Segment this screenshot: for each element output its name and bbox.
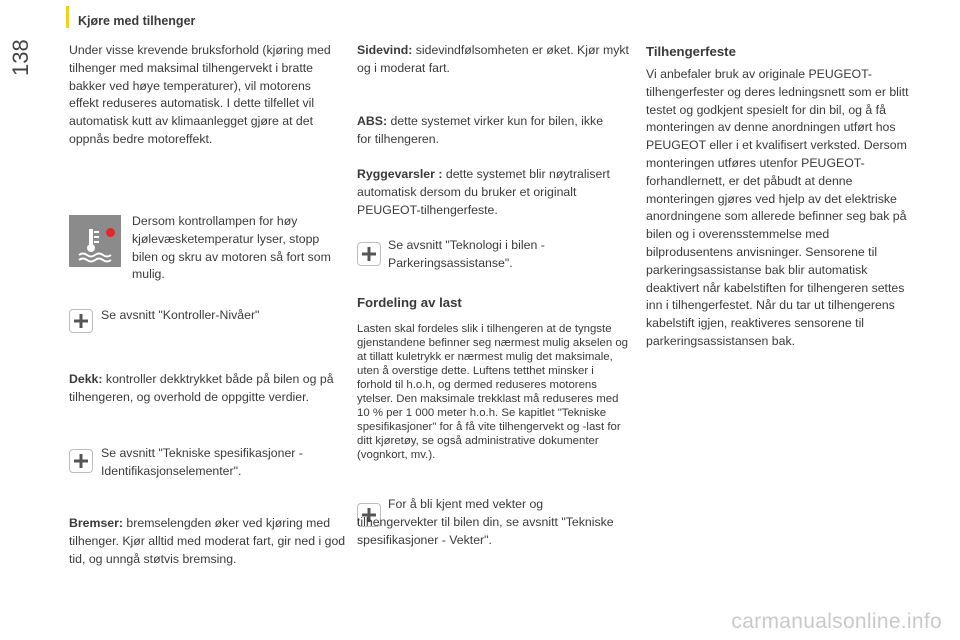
tyres-label: Dekk: xyxy=(69,372,103,386)
abs-paragraph xyxy=(357,113,607,149)
page-header-title: Kjøre med tilhenger xyxy=(78,14,196,28)
abs-label: ABS: xyxy=(357,114,388,128)
brakes-label: Bremser: xyxy=(69,516,123,530)
watermark: carmanualsonline.info xyxy=(731,610,942,633)
header-accent-bar xyxy=(66,6,69,28)
crosswind-label: Sidevind: xyxy=(357,43,413,57)
abs-text: dette systemet virker kun for bilen, ikke for tilhengeren. xyxy=(357,114,604,146)
ref-weights-text: For å bli kjent med vekter og tilhengervekter til bilen din, se avsnitt "Tekniske spesifikasjoner - Vekter". xyxy=(357,497,614,547)
coolant-warning-text: Dersom kontrollampen for høy kjølevæsketemperatur lyser, stopp bilen og skru av motoren så fort som mulig. xyxy=(132,214,331,282)
ref-levels-text: Se avsnitt "Kontroller-Nivåer" xyxy=(101,308,260,322)
crosswind-text: sidevindfølsomheten er øket. Kjør mykt og i moderat fart. xyxy=(357,43,629,75)
intro-paragraph: Under visse krevende bruksforhold (kjøring med tilhenger med maksimal tilhengervekt i bratte bakker ved høye temperaturer), vil motorens effekt reduseres automatisk. I dette tilfellet vil automatisk kutt av klimaanlegget gjøre at det oppnås bedre motoreffekt. xyxy=(69,43,331,146)
reverse-sensor-label: Ryggevarsler : xyxy=(357,167,443,181)
brakes-text: bremselengden øker ved kjøring med tilhenger. Kjør alltid med moderat fart, gir ned i god tid, og unngå støtvis bremsing. xyxy=(69,516,346,566)
reverse-sensor-text: dette systemet blir nøytralisert automatisk dersom du bruker et originalt PEUGEOT-tilhengerfeste. xyxy=(357,167,610,217)
trailer-hitch-heading: Tilhengerfeste xyxy=(646,44,736,59)
reverse-sensor-paragraph xyxy=(357,166,627,219)
tyres-text: kontroller dekktrykket både på bilen og på tilhengeren, og overhold de oppgitte verdier. xyxy=(69,372,334,404)
trailer-hitch-paragraph: Vi anbefaler bruk av originale PEUGEOT-tilhengerfester og deres ledningsnett som er blitt testet og godkjent spesielt for din bil, og å få monteringen av denne anordningen utført hos PEUGEOT eller i et kvalifisert verksted. Dersom monteringen utføres utenfor PEUGEOT-forhandlernett, er det påbudt at denne monteringen gjøres ved hjelp av det elektriske anordningene som allerede befinner seg bak på bilen og i overensstemmelse med bilprodusentens anvisninger. Sensorene til parkeringsassistanse bak blir automatisk deaktivert når kabelstiften for tilhengeren settes inn i tilhengerfestet. Når du tar ut tilhengerens kabelstift igjen, reaktiveres sensorene til parkeringsassistansen bak. xyxy=(646,67,909,348)
ref-parking-text: Se avsnitt "Teknologi i bilen - Parkeringsassistanse". xyxy=(388,238,545,270)
coolant-temperature-icon xyxy=(69,215,121,267)
load-heading: Fordeling av last xyxy=(357,295,462,310)
load-paragraph: Lasten skal fordeles slik i tilhengeren at de tyngste gjenstandene befinner seg nærmest mulig akselen og at tillatt kuletrykk er nærmest mulig det maksimale, uten å overstige dette. Luftens tetthet minsker i forhold til h.o.h, og dermed reduseres motorens ytelser. Den maksimale trekklast må reduseres med 10 % per 1 000 meter h.o.h. Se kapitlet "Tekniske spesifikasjoner" for å få vite tilhengervekt og -last for ditt kjøretøy, se også administrative dokumenter (vognkort, mv.). xyxy=(357,323,629,461)
warning-dot xyxy=(106,228,115,237)
brakes-paragraph xyxy=(69,515,347,568)
tyres-paragraph xyxy=(69,371,344,407)
crosswind-paragraph xyxy=(357,42,632,78)
plus-icon xyxy=(69,449,93,473)
plus-icon xyxy=(357,242,381,266)
column-left xyxy=(69,42,344,149)
ref-tech-spec-text: Se avsnitt "Tekniske spesifikasjoner -Identifikasjonselementer". xyxy=(101,446,303,478)
plus-icon xyxy=(69,309,93,333)
